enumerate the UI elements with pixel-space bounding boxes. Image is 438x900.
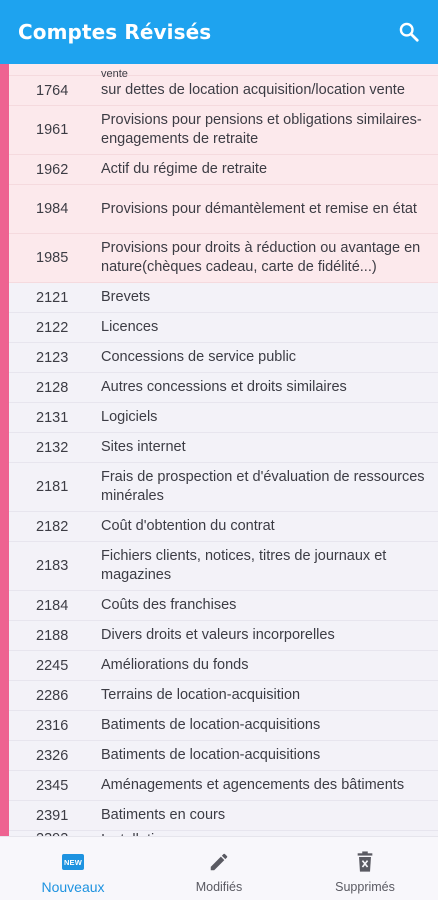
list-item[interactable] bbox=[0, 76, 438, 106]
account-code: 2181 bbox=[36, 479, 69, 495]
account-code: 2131 bbox=[36, 409, 69, 426]
nav-deleted[interactable] bbox=[292, 837, 438, 900]
nav-modified-label: Modifiés bbox=[195, 880, 243, 894]
list-item[interactable] bbox=[0, 711, 438, 741]
account-label: Coût d'obtention du contrat bbox=[101, 518, 275, 534]
account-code: 2345 bbox=[36, 777, 69, 794]
accounts-list-area[interactable] bbox=[0, 64, 438, 836]
account-label: Divers droits et valeurs incorporelles bbox=[101, 627, 335, 643]
trash-icon bbox=[355, 851, 375, 873]
list-item[interactable] bbox=[0, 433, 438, 463]
account-label: Frais de prospection et d'évaluation de ressources minérales bbox=[101, 469, 425, 504]
account-label: Batiments de location-acquisitions bbox=[101, 747, 321, 763]
account-label: Améliorations du fonds bbox=[101, 657, 249, 673]
list-item[interactable] bbox=[0, 651, 438, 681]
account-code: 2183 bbox=[36, 558, 69, 574]
account-label: Sites internet bbox=[101, 439, 186, 455]
account-label: Brevets bbox=[101, 289, 151, 305]
nav-new[interactable] bbox=[0, 837, 146, 900]
account-code: 2123 bbox=[36, 349, 69, 366]
account-label: Batiments de location-acquisitions bbox=[101, 717, 321, 733]
account-code: 2286 bbox=[36, 687, 69, 704]
accounts-list[interactable] bbox=[0, 64, 438, 851]
list-item[interactable] bbox=[0, 313, 438, 343]
list-item[interactable] bbox=[0, 283, 438, 313]
nav-deleted-label: Supprimés bbox=[335, 880, 395, 894]
list-item[interactable] bbox=[0, 801, 438, 831]
account-label: vente bbox=[101, 68, 128, 80]
bottom-navigation bbox=[0, 836, 438, 900]
account-label: sur dettes de location acquisition/location vente bbox=[101, 82, 405, 98]
list-item[interactable] bbox=[0, 106, 438, 155]
list-item-partial[interactable] bbox=[0, 64, 438, 80]
list-item[interactable] bbox=[0, 155, 438, 185]
account-code: 2188 bbox=[36, 627, 69, 644]
account-code: 2326 bbox=[36, 747, 69, 764]
account-label: Coûts des franchises bbox=[101, 597, 237, 613]
list-item[interactable] bbox=[0, 771, 438, 801]
account-label: Autres concessions et droits similaires bbox=[101, 379, 347, 395]
account-label: Provisions pour démantèlement et remise en état bbox=[101, 200, 417, 217]
list-item[interactable] bbox=[0, 741, 438, 771]
list-item[interactable] bbox=[0, 591, 438, 621]
account-label: Aménagements et agencements des bâtiments bbox=[101, 777, 405, 793]
account-code: 1962 bbox=[36, 161, 69, 178]
account-label: Concessions de service public bbox=[101, 349, 297, 365]
account-code: 2128 bbox=[36, 379, 69, 396]
nav-modified[interactable] bbox=[146, 837, 292, 900]
new-icon: NEW bbox=[62, 850, 84, 874]
account-code: 1985 bbox=[36, 250, 69, 266]
list-item[interactable] bbox=[0, 185, 438, 234]
account-label: Actif du régime de retraite bbox=[101, 161, 268, 177]
list-item[interactable] bbox=[0, 403, 438, 433]
app-title: Comptes Révisés bbox=[18, 20, 212, 44]
list-item[interactable] bbox=[0, 542, 438, 591]
revised-indicator-bar bbox=[0, 64, 9, 836]
nav-new-label: Nouveaux bbox=[41, 879, 105, 895]
list-item[interactable] bbox=[0, 373, 438, 403]
account-code: 2182 bbox=[36, 518, 69, 535]
account-code: 2245 bbox=[36, 657, 69, 674]
account-code: 2316 bbox=[36, 717, 69, 734]
account-label: Batiments en cours bbox=[101, 807, 226, 823]
search-button[interactable] bbox=[394, 17, 424, 47]
account-label: Licences bbox=[101, 319, 159, 335]
account-code: 2391 bbox=[36, 807, 69, 824]
app-bar bbox=[0, 0, 438, 64]
account-code: 2184 bbox=[36, 597, 69, 614]
list-item[interactable] bbox=[0, 621, 438, 651]
list-item[interactable] bbox=[0, 234, 438, 283]
account-code: 2121 bbox=[36, 289, 69, 306]
account-code: 1984 bbox=[36, 201, 69, 217]
account-code: 2132 bbox=[36, 439, 69, 456]
account-code: 2122 bbox=[36, 319, 69, 336]
account-label: Provisions pour droits à réduction ou avantage en nature(chèques cadeau, carte de fidélité...) bbox=[101, 240, 421, 275]
account-label: Logiciels bbox=[101, 409, 158, 425]
account-label: Provisions pour pensions et obligations similaires-engagements de retraite bbox=[101, 112, 422, 147]
account-code: 1961 bbox=[36, 122, 69, 138]
list-item[interactable] bbox=[0, 681, 438, 711]
list-item[interactable] bbox=[0, 463, 438, 512]
pencil-icon bbox=[208, 851, 230, 873]
account-label: Terrains de location-acquisition bbox=[101, 687, 301, 703]
account-code: 1764 bbox=[36, 82, 69, 99]
list-item[interactable] bbox=[0, 343, 438, 373]
account-label: Fichiers clients, notices, titres de journaux et magazines bbox=[101, 548, 387, 583]
list-item[interactable] bbox=[0, 512, 438, 542]
search-icon bbox=[398, 21, 420, 43]
